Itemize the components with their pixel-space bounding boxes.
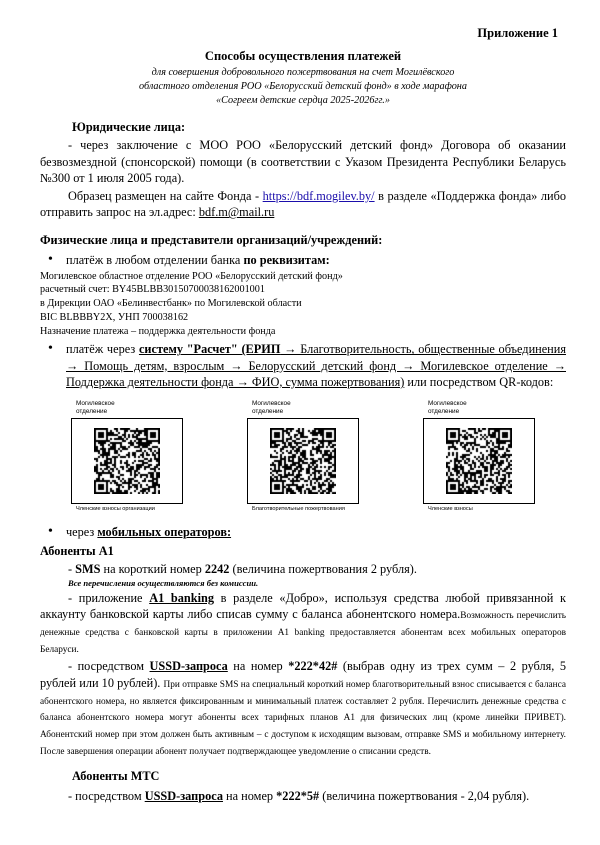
qr-image-2 <box>270 428 336 494</box>
bank-name: Могилевское областное отделение РОО «Белорусский детский фонд» <box>40 270 343 282</box>
a1-app-bold: A1 banking <box>149 590 214 605</box>
a1-sms-tail: (величина пожертвования 2 рубля). <box>229 562 417 577</box>
document-subtitle-line-2: областного отделения РОО «Белорусский детский фонд» в ходе марафона <box>139 80 467 92</box>
mts-subscribers-heading: Абоненты МТС <box>72 769 160 784</box>
mts-dash: - посредством <box>68 789 145 804</box>
qr-code-block-1 <box>68 400 186 512</box>
document-subtitle-line-3: «Согреем детские сердца 2025-2026гг.» <box>216 94 390 106</box>
erip-list <box>40 341 566 390</box>
erip-tail: или посредством QR-кодов: <box>404 374 554 389</box>
a1-app-text: в разделе «Добро», используя средства любой привязанной к аккаунту банковской карты либо списав сумму с баланса абонентского номера. <box>40 590 566 621</box>
bank-directorate: в Дирекции ОАО «Белинвестбанк» по Могилевской области <box>40 298 302 310</box>
a1-ussd-small-note: При отправке SMS на специальный короткий номер благотворительный взнос списывается с баланса абонентского номера, но является фиксированным и минимальный платеж составляет 2 рубля. Перечислить денежные средства с баланса абонентского номера могут абоненты всех тарифных планов А1 для физических лиц (кроме линейки ПРИВЕТ). Абонентский номер при этом должен быть активным – с доступом к исходящим вызовам, отправке SMS и мобильному интернету. После завершения операции абонент получает подтверждающее уведомление о списании средств. <box>40 679 566 758</box>
qr-frame-2 <box>247 418 359 504</box>
appendix-label: Приложение 1 <box>477 26 558 40</box>
qr-code-block-3 <box>420 400 538 512</box>
erip-pre: платёж через <box>66 342 139 357</box>
a1-subscribers-heading: Абоненты А1 <box>40 544 114 559</box>
mobile-operators-bold: мобильных операторов: <box>97 525 232 540</box>
qr-caption-2: Благотворительные пожертвования <box>252 506 345 513</box>
a1-ussd-tail: (выбрав одну из трех сумм – 2 рубля, 5 рублей или 10 рублей). <box>40 659 567 690</box>
individuals-heading: Физические лица и представители организаций/учреждений: <box>40 233 383 248</box>
qr-frame-1 <box>71 418 183 504</box>
a1-app-dash: - приложение <box>68 590 150 605</box>
legal-entities-paragraph: - через заключение с МОО РОО «Белорусский детский фонд» Договора об оказании безвозмездной (спонсорской) помощи (в соответствии с Указом Президента Республики Беларусь №300 от 1 июля 2005 года). <box>40 138 566 185</box>
list-item-mobile-operators <box>40 524 566 540</box>
list-item-erip <box>40 341 566 390</box>
mts-ussd-bold: USSD-запроса <box>144 789 223 804</box>
bank-branch-bold: по реквизитам: <box>243 253 330 268</box>
qr-frame-3 <box>423 418 535 504</box>
document-subtitle-line-1: для совершения добровольного пожертвования на счет Могилёвского <box>151 67 455 78</box>
sample-text-pre: Образец размещен на сайте Фонда - <box>68 188 263 203</box>
erip-system-name: систему "Расчет" (ЕРИП <box>138 342 281 357</box>
list-item-bank-branch <box>40 252 566 268</box>
qr-title-2: Могилевское отделение <box>252 400 291 416</box>
bank-account: расчетный счет: BY45BLBB30150700038162001001 <box>40 284 265 296</box>
qr-code-block-2 <box>244 400 362 512</box>
mts-ussd-paragraph <box>40 788 566 804</box>
a1-sms-number: 2242 <box>204 562 230 577</box>
mts-ussd-text: на номер <box>222 789 277 804</box>
a1-sms-dash: - <box>68 562 76 577</box>
qr-image-1 <box>94 428 160 494</box>
legal-entities-heading: Юридические лица: <box>72 120 186 135</box>
a1-app-small-note: Возможность перечислить денежные средства с банковской карты в приложении A1 banking предоставляется абонентам всех мобильных операторов Беларуси. <box>40 610 567 655</box>
mobile-operators-list <box>40 524 566 540</box>
payment-purpose: Назначение платежа – поддержка деятельности фонда <box>40 325 276 337</box>
a1-ussd-number: *222*42# <box>288 659 338 674</box>
a1-commission-note: Все перечисления осуществляются без комиссии. <box>68 577 259 588</box>
qr-codes-row <box>68 400 538 512</box>
qr-title-3: Могилевское отделение <box>428 400 467 416</box>
a1-app-paragraph <box>40 590 566 657</box>
mts-ussd-number: *222*5# <box>276 789 320 804</box>
bank-bic-unp: BIC BLBBBY2X, УНП 700038162 <box>40 311 189 323</box>
mobile-operators-pre: через <box>66 525 98 540</box>
erip-chain: → Благотворительность, общественные объединения → Помощь детям, взрослым → Белорусский детский фонд → Могилевское отделение → Поддержка деятельности фонда → ФИО, сумма пожертвования) <box>66 342 567 389</box>
a1-ussd-text: на номер <box>227 659 289 674</box>
a1-ussd-dash: - посредством <box>68 659 150 674</box>
qr-caption-3: Членские взносы <box>428 506 473 513</box>
qr-caption-1: Членские взносы организации <box>76 506 155 513</box>
sample-text-mid: в разделе «Поддержка фонда» либо отправить запрос на эл.адрес: <box>40 188 566 220</box>
a1-sms-paragraph <box>40 561 566 577</box>
mts-ussd-tail: (величина пожертвования - 2,04 рубля). <box>319 789 530 804</box>
fund-website-link[interactable]: https://bdf.mogilev.by/ <box>262 188 375 203</box>
a1-ussd-bold: USSD-запроса <box>149 659 228 674</box>
legal-entities-sample-paragraph <box>40 188 566 220</box>
a1-sms-bold: SMS <box>75 562 101 577</box>
document-title: Способы осуществления платежей <box>204 49 402 63</box>
a1-ussd-paragraph <box>40 658 566 759</box>
a1-sms-text: на короткий номер <box>100 562 205 577</box>
bank-branch-text: платёж в любом отделении банка <box>66 253 244 268</box>
qr-title-1: Могилевское отделение <box>76 400 115 416</box>
bank-details-block <box>40 270 566 339</box>
qr-image-3 <box>446 428 512 494</box>
fund-email-link[interactable]: bdf.m@mail.ru <box>198 205 275 220</box>
payment-methods-list <box>40 252 566 268</box>
